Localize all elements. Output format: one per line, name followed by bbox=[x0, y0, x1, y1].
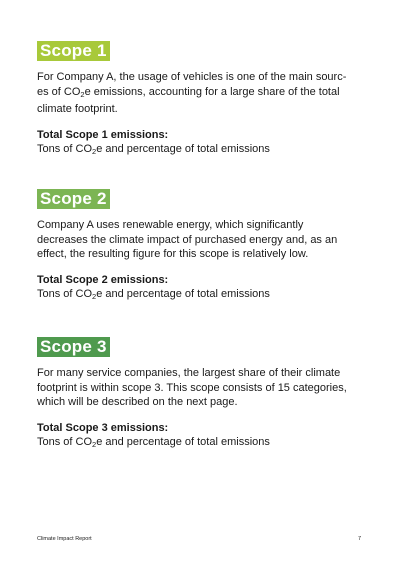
footer-page-number: 7 bbox=[358, 536, 362, 542]
scope-1-description: For Company A, the usage of vehicles is one of the main sourc- es of $CO_2e$ emissions, accounting for a large share of the total climate footprint. bbox=[37, 71, 347, 115]
scope-1-total-text: Tons of $CO_2e$ and percentage of total emissions bbox=[37, 143, 270, 156]
scope-2-total-text: Tons of $CO_2e$ and percentage of total emissions bbox=[37, 288, 270, 301]
scope-3-total-heading: Total Scope 3 emissions: bbox=[37, 421, 169, 434]
scope-3-badge: Scope 3 bbox=[37, 337, 110, 357]
scope-3-total-text: Tons of $CO_2e$ and percentage of total emissions bbox=[37, 436, 270, 449]
scope-2-description: Company A uses renewable energy, which significantly decreases the climate impact of purchased energy and, as an effect, the resulting figure for this scope is relatively low. bbox=[37, 219, 338, 260]
scope-3-description: For many service companies, the largest share of their climate footprint is within scope 3. This scope consists of 15 categories, which will be described on the next page. bbox=[37, 367, 347, 408]
scope-3-section bbox=[37, 337, 367, 453]
scope-2-total-heading: Total Scope 2 emissions: bbox=[37, 273, 169, 286]
scope-1-section bbox=[37, 41, 367, 160]
scope-2-badge: Scope 2 bbox=[37, 189, 110, 209]
scope-1-total-heading: Total Scope 1 emissions: bbox=[37, 128, 169, 141]
scope-2-section bbox=[37, 189, 367, 305]
scope-1-badge: Scope 1 bbox=[37, 41, 110, 61]
footer-report-name: Climate Impact Report bbox=[37, 536, 92, 542]
